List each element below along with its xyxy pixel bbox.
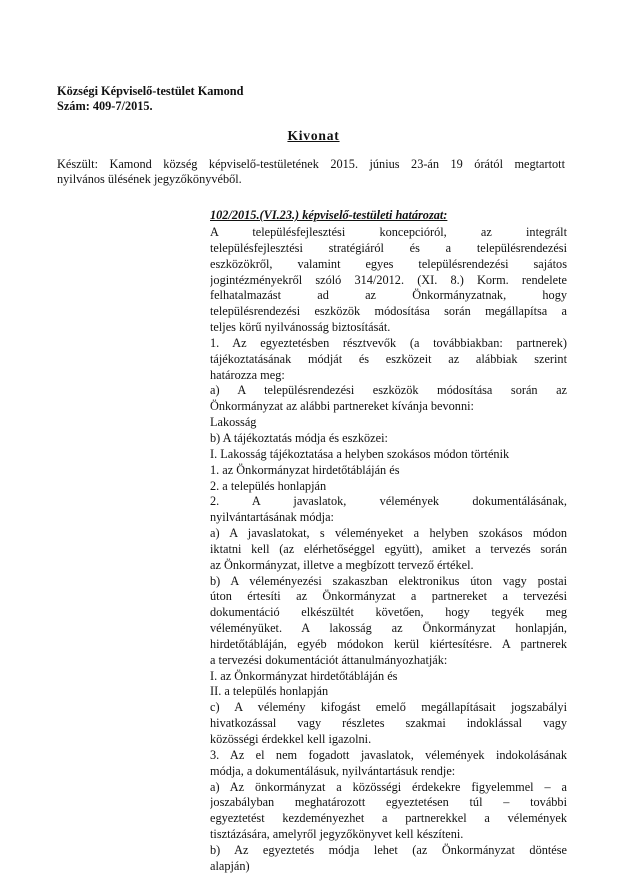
resolution-line: I. Lakosság tájékoztatása a helyben szokásos módon történik (210, 446, 510, 461)
resolution-line: módja, a dokumentálásuk, nyilvántartásuk rendje: (210, 763, 456, 778)
resolution-line: úton értesíti az Önkormányzat a partnereket a tervezési (210, 589, 567, 604)
resolution-line: tisztázására, amelyről jegyzőkönyvet kell készíteni. (210, 827, 464, 842)
resolution-line: eszközökről, valamint egyes településrendezési sajátos (210, 256, 567, 271)
resolution-line: a) A településrendezési eszközök módosítása során az (210, 383, 567, 398)
resolution-line: jogintézményekről szóló 314/2012. (XI. 8.) Korm. rendelete (210, 272, 567, 287)
resolution-line: teljes körű nyilvánosság biztosítását. (210, 320, 391, 335)
resolution-line: alapján) (210, 858, 250, 873)
resolution-line: a tervezési dokumentációt áttanulmányozhatják: (210, 652, 448, 667)
document-title: Kivonat (287, 128, 340, 143)
resolution-line: véleményüket. A lakosság az Önkormányzat honlapján, (210, 621, 567, 636)
resolution-line: Önkormányzat az alábbi partnereket kívánja bevonni: (210, 399, 474, 414)
resolution-line: iktatni kell (az elérhetőséggel együtt), amiket a tervezés során (210, 541, 567, 556)
issuer-line: Községi Képviselő-testület Kamond (57, 84, 244, 98)
resolution-line: tájékoztatásának módját és eszközeit az alábbiak szerint (210, 351, 567, 366)
resolution-line: II. a település honlapján (210, 684, 329, 699)
resolution-line: felhatalmazást ad az Önkormányzatnak, hogy (210, 288, 567, 303)
resolution-line: hivatkozással vagy részletes szakmai indoklással vagy (210, 716, 567, 731)
resolution-line: b) A tájékoztatás módja és eszközei: (210, 430, 388, 445)
resolution-line: b) Az egyeztetés módja lehet (az Önkormányzat döntése (210, 842, 567, 857)
resolution-line: a) Az önkormányzat a közösségi érdekekre figyelemmel – a (210, 779, 567, 794)
resolution-line: határozza meg: (210, 367, 285, 382)
resolution-line: nyilvántartásának módja: (210, 510, 334, 525)
resolution-line: egyeztetést kezdeményezhet a partnerekkel a vélemények (210, 811, 567, 826)
resolution-line: az Önkormányzat, illetve a megbízott tervező értékel. (210, 557, 474, 572)
resolution-line: a) A javaslatokat, s véleményeket a helyben szokásos módon (210, 526, 567, 541)
resolution-line: hirdetőtábláján, egyéb módokon kerül kiértesítésre. A partnerek (210, 636, 567, 651)
resolution-line: településrendezési eszközök módosítása során megállapítsa a (210, 304, 567, 319)
resolution-line: közösségi érdekkel kell igazolni. (210, 732, 372, 746)
resolution-line: A településfejlesztési koncepcióról, az integrált (210, 225, 567, 239)
resolution-line: Lakosság (210, 415, 257, 430)
resolution-title: 102/2015.(VI.23.) képviselő-testületi határozat: (210, 208, 448, 222)
resolution-line: településfejlesztési stratégiáról és a településrendezési (210, 240, 567, 255)
resolution-line: 1. az Önkormányzat hirdetőtábláján és (210, 462, 400, 477)
resolution-line: c) A vélemény kifogást emelő megállapításait jogszabályi (210, 700, 567, 715)
resolution-line: dokumentáció elkészültét követően, hogy tegyék meg (210, 605, 567, 620)
resolution-line: joszabályban meghatározott egyeztetésen túl – további (210, 795, 567, 810)
resolution-line: 2. a település honlapján (210, 478, 327, 493)
resolution-line: 3. Az el nem fogadott javaslatok, vélemények indokolásának (210, 747, 567, 762)
reference-number: Szám: 409-7/2015. (57, 99, 153, 113)
intro-line-1: Készült: Kamond község képviselő-testületének 2015. június 23-án 19 órától megtartott (57, 157, 565, 171)
resolution-line: I. az Önkormányzat hirdetőtábláján és (210, 668, 398, 683)
resolution-line: 2. A javaslatok, vélemények dokumentálásának, (210, 494, 567, 509)
resolution-body (210, 225, 567, 875)
resolution-line: 1. Az egyeztetésben résztvevők (a továbbiakban: partnerek) (210, 335, 567, 350)
intro-line-2: nyilvános ülésének jegyzőkönyvéből. (57, 172, 242, 186)
resolution-line: b) A véleményezési szakaszban elektronikus úton vagy postai (210, 573, 567, 588)
